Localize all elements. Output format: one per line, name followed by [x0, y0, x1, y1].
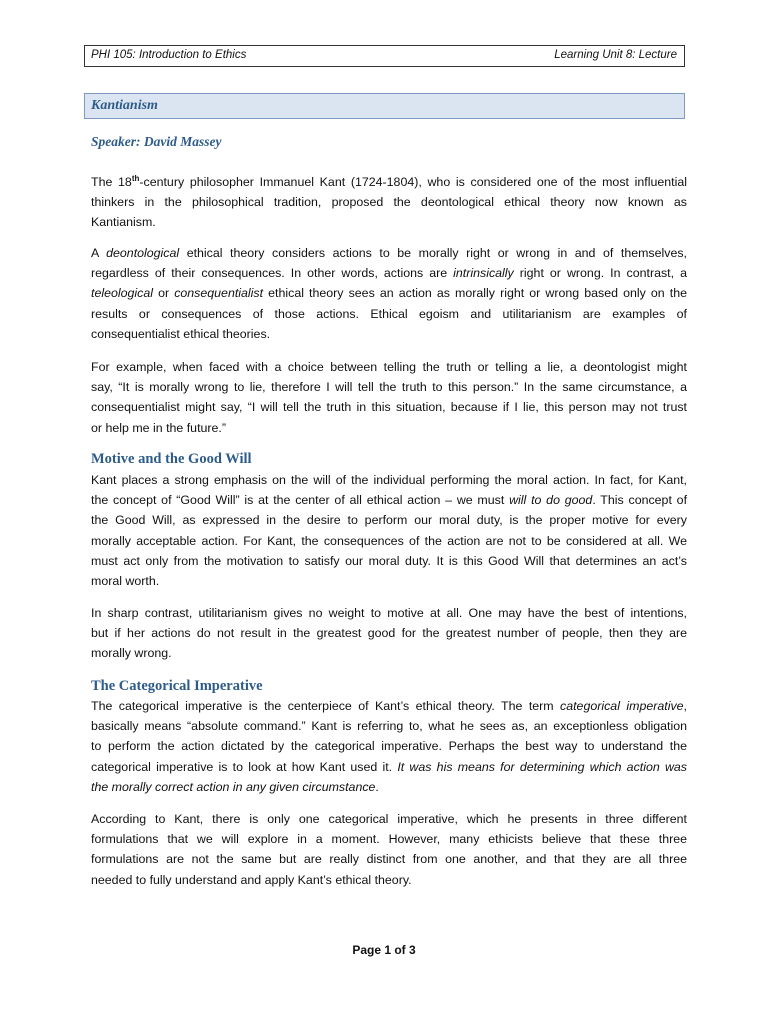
paragraph-line: formulations that we will explore in a moment. However, many ethicists believe that these three — [91, 832, 687, 847]
paragraph-line: the morally correct action in any given circumstance. — [91, 779, 379, 794]
heading-motive-good-will: Motive and the Good Will — [91, 451, 252, 467]
paragraph-line: results or consequences of those actions. Ethical egoism and utilitarianism are examples of — [91, 306, 687, 321]
term-intrinsically: intrinsically — [453, 266, 514, 281]
page-number: Page 1 of 3 — [352, 943, 416, 957]
term-will-to-do-good: will to do good — [509, 493, 593, 508]
paragraph-line: According to Kant, there is only one categorical imperative, which he presents in three different — [91, 812, 687, 826]
term-consequentialist: consequentialist — [174, 286, 264, 301]
paragraph-line: or help me in the future.” — [91, 420, 226, 435]
paragraph-line: regardless of their consequences. In other words, actions are intrinsically right or wrong. In contrast, a — [91, 266, 687, 281]
paragraph-line: to perform the action dictated by the categorical imperative. Perhaps the best way to understand the — [91, 739, 687, 754]
emphasis-text: the morally correct action in any given circumstance — [91, 779, 376, 794]
paragraph-line: formulations are not the same but are really distinct from one another, and that they are all three — [91, 852, 687, 867]
speaker-line: Speaker: David Massey — [91, 134, 222, 149]
paragraph-line: the concept of “Good Will” is at the center of all ethical action – we must will to do good. This concept of — [91, 493, 688, 508]
term-categorical-imperative: categorical imperative — [560, 699, 684, 713]
formulations-paragraph — [91, 809, 687, 890]
paragraph-line: In sharp contrast, utilitarianism gives no weight to motive at all. One may have the best of intentions, — [91, 606, 687, 620]
paragraph-line: teleological or consequentialist ethical theory sees an action as morally right or wrong based only on the — [91, 286, 687, 301]
utilitarian-contrast-paragraph — [91, 603, 687, 664]
intro-paragraph — [91, 172, 687, 233]
course-title: PHI 105: Introduction to Ethics — [91, 49, 247, 61]
paragraph-line: The 18th-century philosopher Immanuel Kant (1724-1804), who is considered one of the most influential — [91, 174, 687, 189]
section-title — [84, 93, 685, 119]
paragraph-line: consequentialist might say, “I will tell the truth in this situation, because if I lie, this person may not trust — [91, 400, 687, 415]
paragraph-line: must act only from the motivation to satisfy our moral duty. It is this Good Will that determines an act’s — [91, 553, 687, 568]
paragraph-line: categorical imperative is to look at how Kant used it. It was his means for determining which action was — [91, 759, 687, 774]
paragraph-line: consequentialist ethical theories. — [91, 326, 271, 341]
paragraph-line: but if her actions do not result in the greatest good for the greatest number of people, then they are — [91, 626, 687, 641]
paragraph-line: A deontological ethical theory considers actions to be morally right or wrong in and of themselves, — [91, 246, 687, 260]
paragraph-line: the Good Will, as expressed in the desire to perform our moral duty, is the proper motive for every — [91, 513, 687, 528]
paragraph-line: For example, when faced with a choice between telling the truth or telling a lie, a deontologist might — [91, 360, 687, 374]
unit-label: Learning Unit 8: Lecture — [554, 49, 677, 61]
categorical-imperative-paragraph — [91, 696, 687, 797]
paragraph-line: thinkers in the philosophical tradition, proposed the deontological ethical theory now known as — [91, 195, 687, 210]
paragraph-line: say, “It is morally wrong to lie, therefore I will tell the truth to this person.” In the same circumstance, a — [91, 380, 687, 395]
page-header — [84, 45, 685, 67]
paragraph-line: needed to fully understand and apply Kant’s ethical theory. — [91, 872, 412, 887]
paragraph-line: Kant places a strong emphasis on the will of the individual performing the moral action. In fact, for Kant, — [91, 473, 687, 487]
paragraph-line: moral worth. — [91, 574, 160, 589]
term-deontological: deontological — [106, 246, 180, 260]
deontology-paragraph — [91, 243, 687, 344]
paragraph-line: basically means “absolute command.” Kant is referring to, what he sees as, an exceptionless obligation — [91, 719, 687, 734]
emphasis-text: It was his means for determining which action was — [397, 759, 687, 774]
term-teleological: teleological — [91, 286, 153, 301]
example-paragraph — [91, 357, 687, 438]
paragraph-line: morally wrong. — [91, 646, 172, 661]
heading-categorical-imperative: The Categorical Imperative — [91, 678, 263, 694]
paragraph-line: morally acceptable action. For Kant, the consequences of the action are not to be considered at all. We — [91, 533, 687, 548]
paragraph-line: Kantianism. — [91, 215, 156, 230]
paragraph-line: The categorical imperative is the centerpiece of Kant’s ethical theory. The term categorical imperative, — [91, 699, 687, 713]
section-title-text: Kantianism — [91, 98, 158, 113]
ordinal-superscript: th — [131, 174, 140, 183]
good-will-paragraph — [91, 470, 687, 591]
